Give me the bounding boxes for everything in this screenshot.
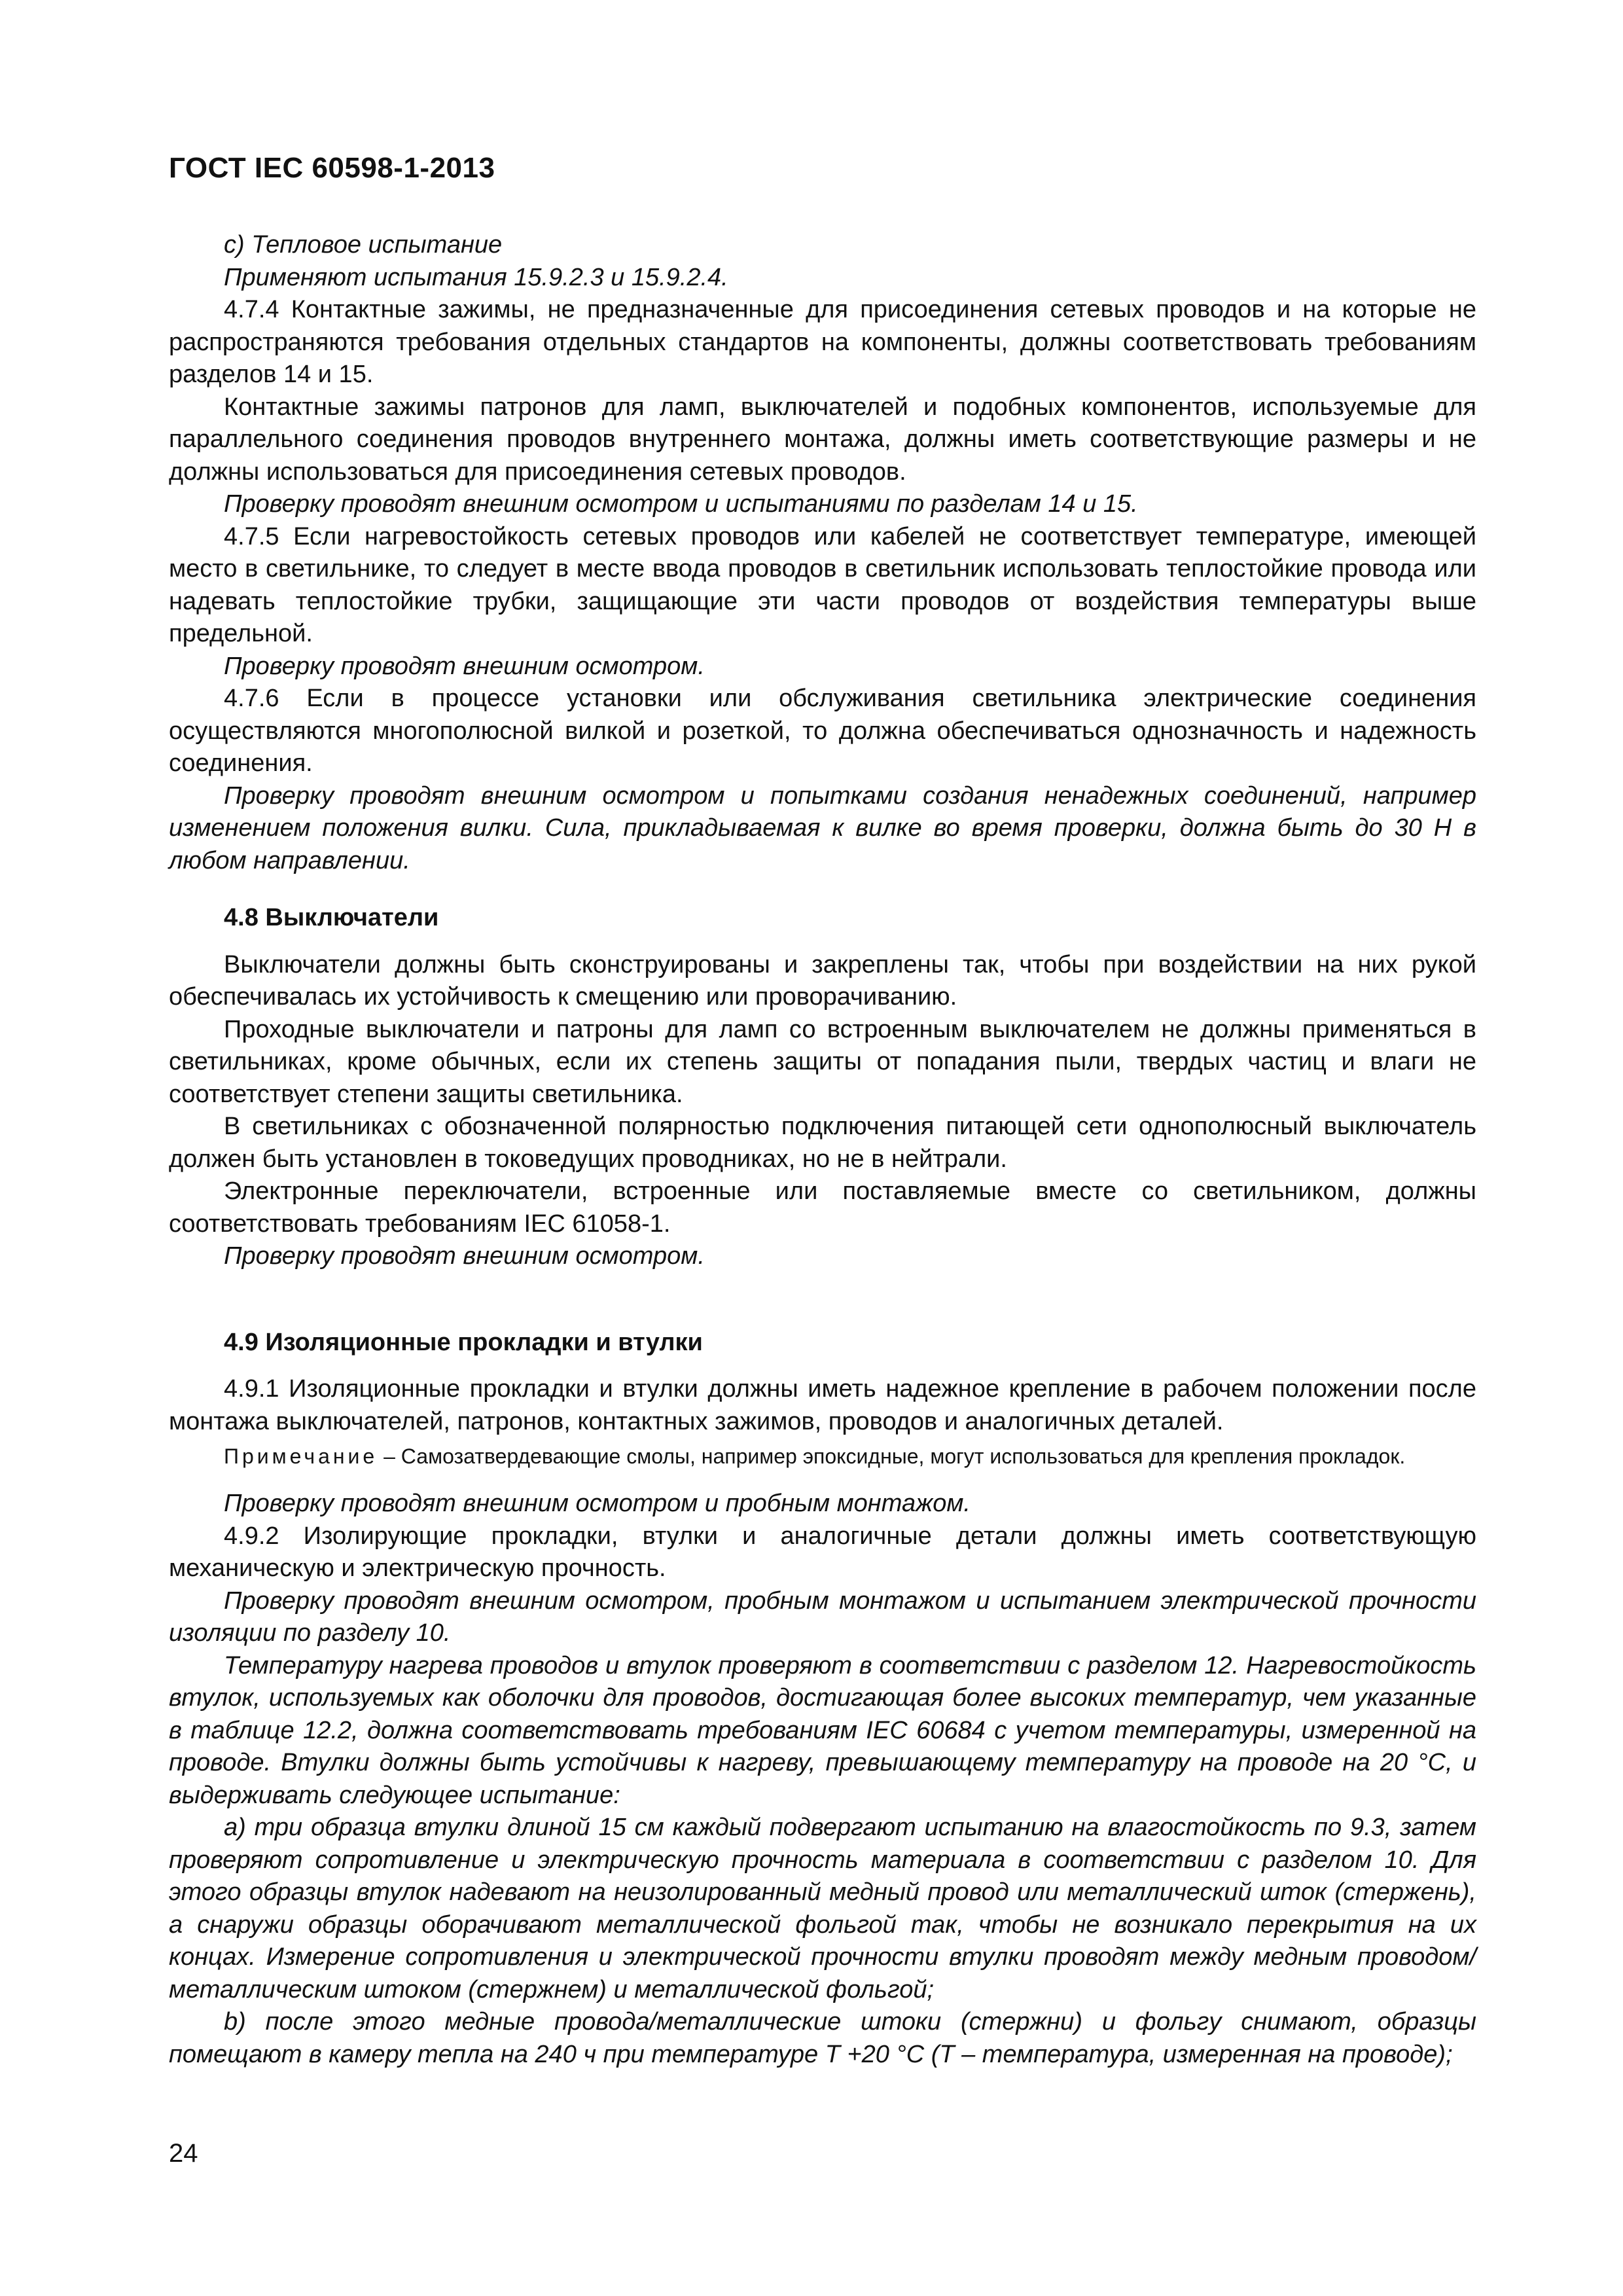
check-paragraph: Проверку проводят внешним осмотром. bbox=[224, 1242, 705, 1270]
note-text: – Самозатвердевающие смолы, например эпоксидные, могут использоваться для крепления прокладок. bbox=[378, 1444, 1406, 1468]
paragraph: Проходные выключатели и патроны для ламп со встроенным выключателем не должны применяться в светильниках, кроме обычных, если их степень защиты от попадания пыли, твердых частиц и влаги не соответствует степени защиты светильника. bbox=[169, 1015, 1476, 1108]
paragraph: В светильниках с обозначенной полярностью подключения питающей сети однополюсный выключатель должен быть установлен в токоведущих проводниках, но не в нейтрали. bbox=[169, 1113, 1476, 1173]
paragraph: 4.9.2 Изолирующие прокладки, втулки и аналогичные детали должны иметь соответствующую механическую и электрическую прочность. bbox=[169, 1522, 1476, 1582]
list-item: b) после этого медные провода/металлические штоки (стержни) и фольгу снимают, образцы помещают в камеру тепла на 240 ч при температуре T +20 °C (T – температура, измеренная на проводе); bbox=[169, 2008, 1476, 2068]
document-header: ГОСТ IEC 60598-1-2013 bbox=[169, 152, 495, 184]
check-paragraph: Проверку проводят внешним осмотром. bbox=[224, 652, 705, 680]
note bbox=[169, 1442, 1476, 1471]
page-number: 24 bbox=[169, 2139, 198, 2168]
paragraph: 4.7.6 Если в процессе установки или обслуживания светильника электрические соединения осуществляются многополюсной вилкой и розеткой, то должна обеспечиваться однозначность и надежность соединения. bbox=[169, 685, 1476, 777]
document-body bbox=[169, 229, 1476, 2071]
paragraph: c) Тепловое испытание bbox=[224, 231, 503, 259]
check-paragraph: Проверку проводят внешним осмотром и попытками создания ненадежных соединений, например изменением положения вилки. Сила, прикладываемая к вилке во время проверки, должна быть до 30 Н в любом направлении. bbox=[169, 781, 1476, 874]
check-paragraph: Проверку проводят внешним осмотром и испытаниями по разделам 14 и 15. bbox=[224, 490, 1138, 518]
paragraph: Электронные переключатели, встроенные или поставляемые вместе со светильником, должны соответствовать требованиям IEC 61058-1. bbox=[169, 1177, 1476, 1238]
check-paragraph: Проверку проводят внешним осмотром, пробным монтажом и испытанием электрической прочности изоляции по разделу 10. bbox=[169, 1587, 1476, 1647]
note-label: Примечание bbox=[224, 1444, 378, 1468]
paragraph: Выключатели должны быть сконструированы и закреплены так, чтобы при воздействии на них рукой обеспечивалась их устойчивость к смещению или проворачиванию. bbox=[169, 950, 1476, 1011]
paragraph: 4.7.4 Контактные зажимы, не предназначенные для присоединения сетевых проводов и на которые не распространяются требования отдельных стандартов на компоненты, должны соответствовать требованиям разделов 14 и 15. bbox=[169, 296, 1476, 388]
paragraph: Температуру нагрева проводов и втулок проверяют в соответствии с разделом 12. Нагревостойкость втулок, используемых как оболочки для проводов, достигающая более высоких температур, чем указанные в таблице 12.2, должна соответствовать требованиям IEC 60684 с учетом температуры, измеренной на проводе. Втулки должны быть устойчивы к нагреву, превышающему температуру на проводе на 20 °C, и выдерживать следующее испытание: bbox=[169, 1651, 1476, 1809]
paragraph: Контактные зажимы патронов для ламп, выключателей и подобных компонентов, используемые для параллельного соединения проводов внутреннего монтажа, должны иметь соответствующие размеры и не должны использоваться для присоединения сетевых проводов. bbox=[169, 393, 1476, 486]
paragraph: 4.7.5 Если нагревостойкость сетевых проводов или кабелей не соответствует температуре, имеющей место в светильнике, то следует в месте ввода проводов в светильник использовать теплостойкие провода или надевать теплостойкие трубки, защищающие эти части проводов от воздействия температуры выше предельной. bbox=[169, 522, 1476, 647]
check-paragraph: Проверку проводят внешним осмотром и пробным монтажом. bbox=[224, 1490, 971, 1517]
list-item: a) три образца втулки длиной 15 см каждый подвергают испытанию на влагостойкость по 9.3, затем проверяют сопротивление и электрическую прочность материала в соответствии с разделом 10. Для этого образцы втулок надевают на неизолированный медный провод или металлический шток (стержень), а снаружи образцы оборачивают металлической фольгой так, чтобы не возникало перекрытия на их концах. Измерение сопротивления и электрической прочности втулки проводят между медным проводом/металлическим штоком (стержнем) и металлической фольгой; bbox=[169, 1814, 1476, 2003]
section-heading-4-9: 4.9 Изоляционные прокладки и втулки bbox=[224, 1328, 703, 1356]
paragraph: Применяют испытания 15.9.2.3 и 15.9.2.4. bbox=[224, 263, 728, 291]
section-heading-4-8: 4.8 Выключатели bbox=[224, 904, 439, 931]
paragraph: 4.9.1 Изоляционные прокладки и втулки должны иметь надежное крепление в рабочем положении после монтажа выключателей, патронов, контактных зажимов, проводов и аналогичных деталей. bbox=[169, 1375, 1476, 1435]
